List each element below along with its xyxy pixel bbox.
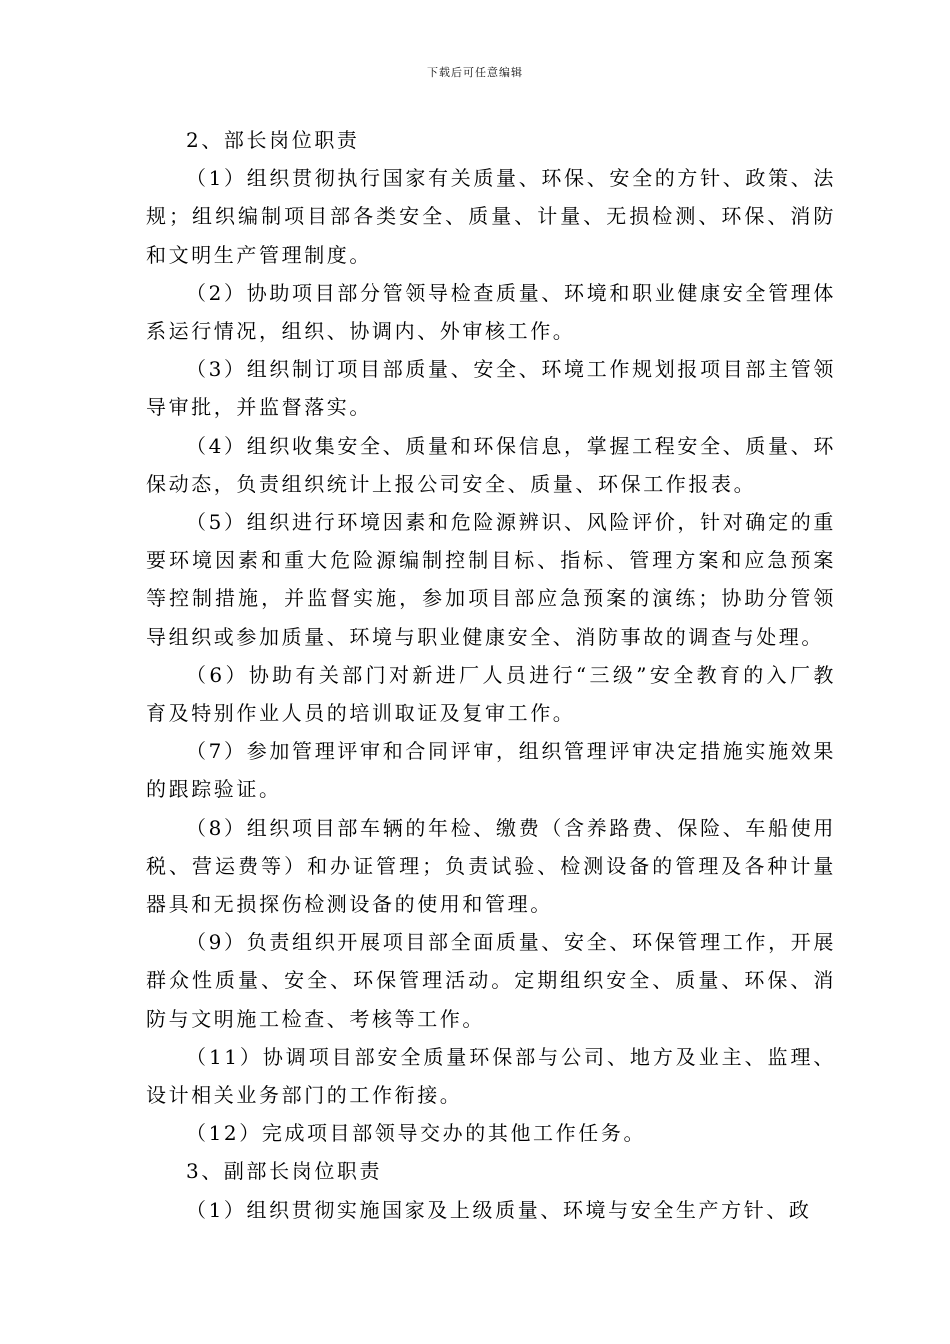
document-body: [146, 121, 836, 1229]
duty-item-6: （6）协助有关部门对新进厂人员进行“三级”安全教育的入厂教育及特别作业人员的培训取证及复审工作。: [146, 662, 836, 726]
section-heading-deputy-minister: 3、副部长岗位职责: [186, 1159, 383, 1184]
duty-item-9: （9）负责组织开展项目部全面质量、安全、环保管理工作，开展群众性质量、安全、环保管理活动。定期组织安全、质量、环保、消防与文明施工检查、考核等工作。: [146, 930, 836, 1031]
duty-item-12: （12）完成项目部领导交办的其他工作任务。: [186, 1121, 647, 1146]
section-heading-minister: 2、部长岗位职责: [186, 128, 360, 152]
duty-item-7: （7）参加管理评审和合同评审，组织管理评审决定措施实施效果的跟踪验证。: [146, 739, 836, 802]
duty-item-1: （1）组织贯彻执行国家有关质量、环保、安全的方针、政策、法规；组织编制项目部各类安全、质量、计量、无损检测、环保、消防和文明生产管理制度。: [146, 166, 836, 267]
header-note: 下载后可任意编辑: [427, 66, 523, 79]
deputy-duty-item-1: （1）组织贯彻实施国家及上级质量、环境与安全生产方针、政: [186, 1197, 812, 1222]
duty-item-3: （3）组织制订项目部质量、安全、环境工作规划报项目部主管领导审批，并监督落实。: [146, 357, 836, 420]
duty-item-2: （2）协助项目部分管领导检查质量、环境和职业健康安全管理体系运行情况，组织、协调内、外审核工作。: [146, 280, 836, 344]
duty-item-4: （4）组织收集安全、质量和环保信息，掌握工程安全、质量、环保动态，负责组织统计上报公司安全、质量、环保工作报表。: [146, 433, 836, 496]
duty-item-11: （11）协调项目部安全质量环保部与公司、地方及业主、监理、设计相关业务部门的工作衔接。: [146, 1044, 836, 1108]
duty-item-8: （8）组织项目部车辆的年检、缴费（含养路费、保险、车船使用税、营运费等）和办证管理；负责试验、检测设备的管理及各种计量器具和无损探伤检测设备的使用和管理。: [146, 815, 836, 917]
duty-item-5: （5）组织进行环境因素和危险源辨识、风险评价，针对确定的重要环境因素和重大危险源编制控制目标、指标、管理方案和应急预案等控制措施，并监督实施，参加项目部应急预案的演练；协助分管领导组织或参加质量、环境与职业健康安全、消防事故的调查与处理。: [146, 510, 836, 649]
